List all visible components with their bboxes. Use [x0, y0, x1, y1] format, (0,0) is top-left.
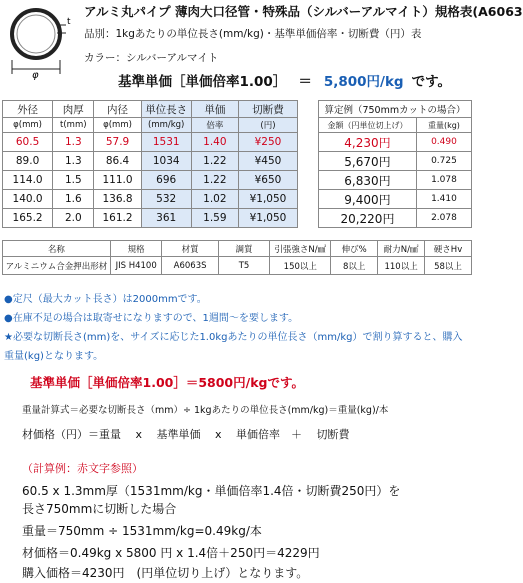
col-header-cut-fee: 切断費 [238, 101, 297, 118]
base-price-row [118, 70, 451, 90]
subtitle-line: 品別：1kgあたりの単位長さ(mm/kg)・基準単価倍率・切断費（円）表 [84, 28, 422, 40]
table-row: アルミニウム合金押出形材 JIS H4100 A6063S T5 150以上 8以上 110以上 58以上 [3, 257, 472, 275]
table-row: 60.5 1.3 57.9 1531 1.40 ¥250 [3, 133, 298, 152]
material-spec-table: 名称 規格 材質 調質 引張強さN/㎟ 伸び% 耐力N/㎟ 硬さHv アルミニウム合金押出形材 JIS H4100 A6063S T5 150以上 8以上 110以上 58以上 [2, 240, 472, 275]
col-header-amount: 金額（円単位切上げ） [319, 118, 417, 133]
note-calculation: ★必要な切断長さ(mm)を、サイズに応じた1.0kgあたりの単位長さ（mm/kg）で割り算すると、購入重量(kg)となります。 [4, 332, 463, 362]
col-header-inner: 内径 [94, 101, 141, 118]
example-line: 60.5 x 1.3mm厚（1531mm/kg・単価倍率1.4倍・切断費250円）を [22, 484, 401, 498]
price-example-title: 算定例（750mmカットの場合） [319, 101, 472, 118]
table-row: 20,220円 2.078 [319, 209, 472, 228]
table-row: 140.0 1.6 136.8 532 1.02 ¥1,050 [3, 190, 298, 209]
price-example-table [318, 100, 472, 228]
col-header-outer: 外径 [3, 101, 53, 118]
base-price-value: 5,800円/kg [323, 74, 404, 90]
base-price-label: 基準単価［単価倍率1.00］ [118, 74, 287, 90]
example-line: 長さ750mmに切断した場合 [22, 502, 177, 516]
col-header-thickness: 肉厚 [53, 101, 94, 118]
table-row: 6,830円 1.078 [319, 171, 472, 190]
table-row: 4,230円 0.490 [319, 133, 472, 152]
col-header-rate: 単価 [191, 101, 238, 118]
color-line: カラー：シルバーアルマイト [84, 52, 219, 64]
notes-section [4, 290, 470, 366]
icon-label-t: t [67, 17, 71, 27]
equals-sign: ＝ [298, 74, 312, 90]
calc-base-price-title: 基準単価［単価倍率1.00］＝5800円/kgです。 [30, 375, 304, 390]
table-row: 5,670円 0.725 [319, 152, 472, 171]
table-row: 9,400円 1.410 [319, 190, 472, 209]
example-line: 重量＝750mm ÷ 1531mm/kg=0.49kg/本 [22, 524, 262, 538]
col-header-unit-length: 単位長さ [141, 101, 191, 118]
col-header-weight: 重量(kg) [416, 118, 471, 133]
pipe-cross-section-icon [4, 2, 74, 81]
note-stock: ●在庫不足の場合は取寄せになりますので、1週間〜を要します。 [4, 313, 299, 324]
table-row: 89.0 1.3 86.4 1034 1.22 ¥450 [3, 152, 298, 171]
price-formula: 材価格（円）＝重量 x 基準単価 x 単価倍率 ＋ 切断費 [22, 428, 350, 441]
table-row: 114.0 1.5 111.0 696 1.22 ¥650 [3, 171, 298, 190]
size-price-table: 外径 肉厚 内径 単位長さ 単価 切断費 φ(mm) t(mm) φ(mm) (mm/kg) 倍率 (円) 60.5 1.3 57.9 1531 1.40 ¥250 89.0 1.3 86.4 1034 1.22 ¥450 114.0 1.5 111.0 696 1.22 ¥650 140.0 1.6 136.8 532 1.02 ¥1,050 165.2 2.0 161.2 361 1.59 ¥1,050 [2, 100, 298, 228]
example-line: 材価格＝0.49kg x 5800 円 x 1.4倍＋250円＝4229円 [22, 546, 320, 560]
base-price-suffix: です。 [411, 74, 452, 90]
weight-formula: 重量計算式＝必要な切断長さ（mm）÷ 1kgあたりの単位長さ(mm/kg)＝重量(kg)/本 [22, 405, 389, 416]
example-line: 購入価格＝4230円 (円単位切り上げ）となります。 [22, 566, 309, 580]
table-row: 165.2 2.0 161.2 361 1.59 ¥1,050 [3, 209, 298, 228]
icon-label-phi: φ [32, 70, 39, 81]
note-standard-length: ●定尺（最大カット長さ）は2000mmです。 [4, 294, 207, 305]
example-label: （計算例：赤文字参照） [22, 462, 143, 475]
page-title: アルミ丸パイプ 薄肉大口径管・特殊品（シルバーアルマイト）規格表(A6063 [84, 4, 523, 19]
